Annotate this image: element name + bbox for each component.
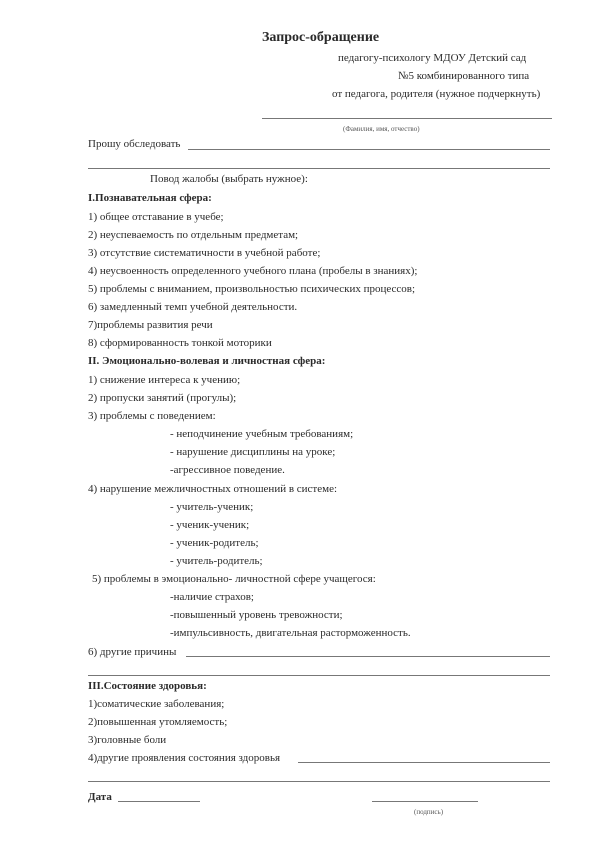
other-reasons-underline-1 — [186, 656, 550, 657]
request-label: Прошу обследовать — [88, 138, 181, 150]
section2-item: 1) снижение интереса к учению; — [88, 374, 241, 386]
section1-heading: I.Познавательная сфера: — [88, 192, 212, 204]
signature-underline — [372, 801, 478, 802]
relations-subitem: - ученик-родитель; — [170, 537, 259, 549]
date-underline — [118, 801, 200, 802]
section2-item: 3) проблемы с поведением: — [88, 410, 216, 422]
section2-item: 5) проблемы в эмоционально- личностной сфере учащегося: — [92, 573, 376, 585]
health-underline-2 — [88, 781, 550, 782]
document-title: Запрос-обращение — [262, 30, 380, 45]
request-underline-2 — [88, 168, 550, 169]
section1-item: 6) замедленный темп учебной деятельности. — [88, 301, 298, 313]
addressee-line-1: педагогу-психологу МДОУ Детский сад — [338, 52, 527, 64]
section1-item: 1) общее отставание в учебе; — [88, 211, 224, 223]
section1-item: 5) проблемы с вниманием, произвольностью психических процессов; — [88, 283, 416, 295]
section2-heading: II. Эмоционально-волевая и личностная сфера: — [88, 355, 326, 367]
other-reasons-label: 6) другие причины — [88, 646, 177, 658]
relations-subitem: - ученик-ученик; — [170, 519, 250, 531]
behavior-subitem: -агрессивное поведение. — [170, 464, 285, 476]
reason-label: Повод жалобы (выбрать нужное): — [150, 173, 308, 185]
emotional-subitem: -импульсивность, двигательная расторможенность. — [170, 627, 411, 639]
behavior-subitem: - неподчинение учебным требованиям; — [170, 428, 354, 440]
emotional-subitem: -повышенный уровень тревожности; — [170, 609, 343, 621]
date-label: Дата — [88, 791, 112, 803]
section1-item: 8) сформированность тонкой моторики — [88, 337, 272, 349]
health-other-underline — [298, 762, 550, 763]
signature-caption: (подпись) — [414, 808, 444, 816]
addressee-line-2: №5 комбинированного типа — [398, 70, 530, 82]
emotional-subitem: -наличие страхов; — [170, 591, 254, 603]
section3-heading: III.Состояние здоровья: — [88, 680, 207, 692]
name-caption: (Фамилия, имя, отчество) — [343, 125, 420, 133]
section1-item: 4) неусвоенность определенного учебного плана (пробелы в знаниях); — [88, 265, 418, 277]
behavior-subitem: - нарушение дисциплины на уроке; — [170, 446, 336, 458]
section1-item: 3) отсутствие систематичности в учебной работе; — [88, 247, 321, 259]
section3-item: 1)соматические заболевания; — [88, 698, 225, 710]
name-underline — [262, 118, 552, 119]
section1-item: 7)проблемы развития речи — [88, 319, 213, 331]
other-reasons-underline-2 — [88, 675, 550, 676]
section2-item: 2) пропуски занятий (прогулы); — [88, 392, 237, 404]
section3-item: 4)другие проявления состояния здоровья — [88, 752, 281, 764]
from-line: от педагога, родителя (нужное подчеркнуть) — [332, 88, 541, 100]
request-underline-1 — [188, 149, 550, 150]
section3-item: 3)головные боли — [88, 734, 167, 746]
section2-item: 4) нарушение межличностных отношений в системе: — [88, 483, 338, 495]
relations-subitem: - учитель-ученик; — [170, 501, 254, 513]
relations-subitem: - учитель-родитель; — [170, 555, 263, 567]
section1-item: 2) неуспеваемость по отдельным предметам; — [88, 229, 299, 241]
section3-item: 2)повышенная утомляемость; — [88, 716, 228, 728]
